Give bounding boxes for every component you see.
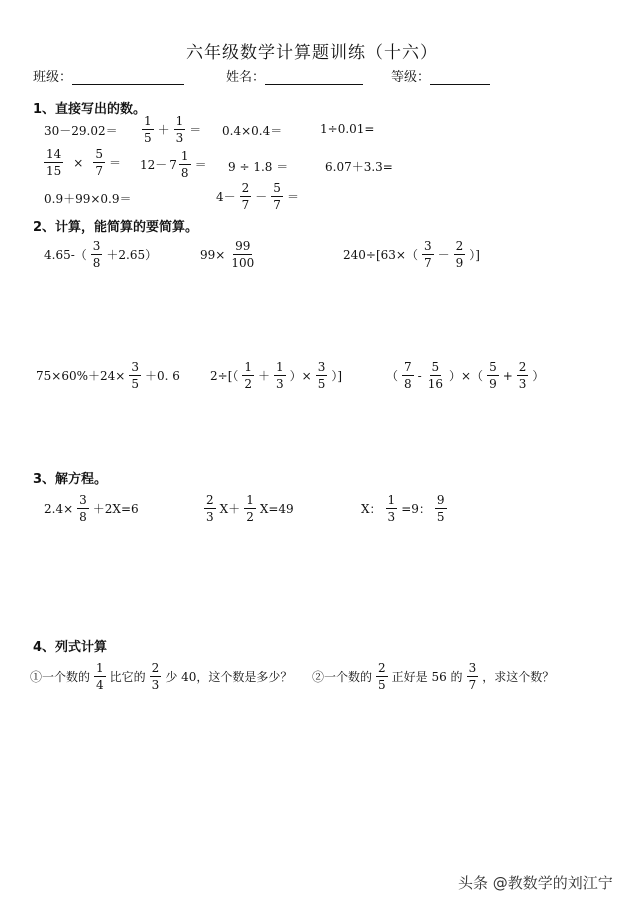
fraction: $\frac{1}{3}$	[175, 114, 184, 145]
fraction: $\frac{2}{9}$	[455, 239, 464, 270]
watermark-text: 头条 @教数学的刘江宁	[458, 874, 613, 892]
expr-text: 1÷0.01=	[320, 122, 375, 136]
fraction: $\frac{1}{3}$	[276, 360, 284, 391]
fraction: $\frac{2}{3}$	[151, 661, 160, 692]
s1-r2-d	[325, 158, 393, 175]
s4-q2: ②一个数的 $\frac{2}{5}$ 正好是 56 的 $\frac{3}{7}$ ，求这个数？	[312, 661, 555, 692]
grade-label: 等级：	[391, 70, 431, 85]
s1-r1-a	[44, 122, 118, 139]
s1-r1-c	[222, 122, 282, 139]
fraction: $\frac{2}{5}$	[378, 661, 386, 692]
name-field	[226, 66, 363, 85]
s1-r1-d	[320, 122, 374, 136]
s2-q5: 2÷[（ $\frac{1}{2}$ ＋ $\frac{1}{3}$ ）× $\frac{3}{5}$ ）]	[210, 360, 343, 391]
fraction: $\frac{2}{7}$	[241, 181, 250, 212]
page-title: 六年级数学计算题训练（十六）	[186, 43, 438, 63]
section2-heading: 2、计算，能简算的要简算。	[33, 220, 199, 235]
s1-r2-b: 12－ 7 $\frac{1}{8}$ ＝	[140, 149, 207, 180]
class-label: 班级：	[33, 70, 73, 85]
expr-text: 30－29.02＝	[44, 124, 118, 138]
grade-blank[interactable]	[430, 72, 490, 85]
section4-heading: 4、列式计算	[33, 640, 108, 655]
grade-field	[391, 66, 490, 85]
s2-q1: 4.65-（ $\frac{3}{8}$ ＋2.65）	[44, 239, 158, 270]
fraction: $\frac{7}{8}$	[404, 360, 412, 391]
s2-q3: 240÷[63×（ $\frac{3}{7}$ － $\frac{2}{9}$ ）]	[343, 239, 480, 270]
s3-q1: 2.4× $\frac{3}{8}$ ＋2X=6	[44, 493, 139, 524]
expr-text: 6.07＋3.3=	[325, 160, 393, 174]
s2-q2: 99× $\frac{99}{100}$	[200, 239, 255, 270]
section1-heading: 1、直接写出的数。	[33, 102, 147, 117]
fraction: $\frac{1}{2}$	[244, 360, 253, 391]
fraction: $\frac{5}{16}$	[427, 360, 443, 391]
s2-q6: （ $\frac{7}{8}$ - $\frac{5}{16}$ ）×（ $\frac{5}{9}$ + $\frac{2}{3}$ ）	[386, 360, 545, 391]
s1-r1-b: $\frac{1}{5}$ ＋ $\frac{1}{3}$ ＝	[144, 114, 202, 145]
s2-q4: 75×60%＋24× $\frac{3}{5}$ ＋0. 6	[36, 360, 180, 391]
class-field	[33, 66, 184, 85]
name-blank[interactable]	[265, 72, 363, 85]
fraction: $\frac{99}{100}$	[231, 239, 255, 270]
s3-q2: $\frac{2}{3}$ X＋ $\frac{1}{2}$ X=49	[206, 493, 294, 524]
fraction: $\frac{3}{7}$	[468, 661, 477, 692]
s1-r2-c	[228, 158, 288, 175]
fraction: $\frac{3}{5}$	[317, 360, 326, 391]
fraction: $\frac{1}{3}$	[387, 493, 396, 524]
s4-q1: ①一个数的 $\frac{1}{4}$ 比它的 $\frac{2}{3}$ 少 40，这个数是多少？	[30, 661, 293, 692]
fraction: $\frac{5}{7}$	[95, 147, 103, 178]
s3-q3: X： $\frac{1}{3}$ =9： $\frac{9}{5}$	[361, 493, 445, 524]
fraction: $\frac{3}{7}$	[423, 239, 432, 270]
fraction: $\frac{5}{7}$	[273, 181, 281, 212]
expr-text: 0.9＋99×0.9＝	[44, 192, 132, 206]
fraction: $\frac{2}{3}$	[206, 493, 214, 524]
mixed-number: 7 $\frac{1}{8}$	[169, 149, 189, 180]
expr-text: 0.4×0.4＝	[222, 124, 283, 138]
fraction: $\frac{5}{9}$	[489, 360, 497, 391]
fraction: $\frac{3}{8}$	[79, 493, 87, 524]
expr-text: 9 ÷ 1.8 ＝	[228, 160, 289, 174]
fraction: $\frac{3}{8}$	[92, 239, 101, 270]
s1-r2-a: $\frac{14}{15}$ × $\frac{5}{7}$ ＝	[46, 147, 121, 178]
name-label: 姓名：	[226, 70, 266, 85]
s1-r3-a	[44, 190, 132, 207]
s1-r3-b: 4－ $\frac{2}{7}$ － $\frac{5}{7}$ ＝	[216, 181, 299, 212]
fraction: $\frac{1}{4}$	[96, 661, 104, 692]
fraction: $\frac{9}{5}$	[436, 493, 445, 524]
fraction: $\frac{3}{5}$	[131, 360, 139, 391]
fraction: $\frac{1}{5}$	[144, 114, 152, 145]
class-blank[interactable]	[72, 72, 184, 85]
section3-heading: 3、解方程。	[33, 472, 108, 487]
fraction: $\frac{2}{3}$	[518, 360, 527, 391]
fraction: $\frac{14}{15}$	[46, 147, 62, 178]
fraction: $\frac{1}{2}$	[246, 493, 254, 524]
